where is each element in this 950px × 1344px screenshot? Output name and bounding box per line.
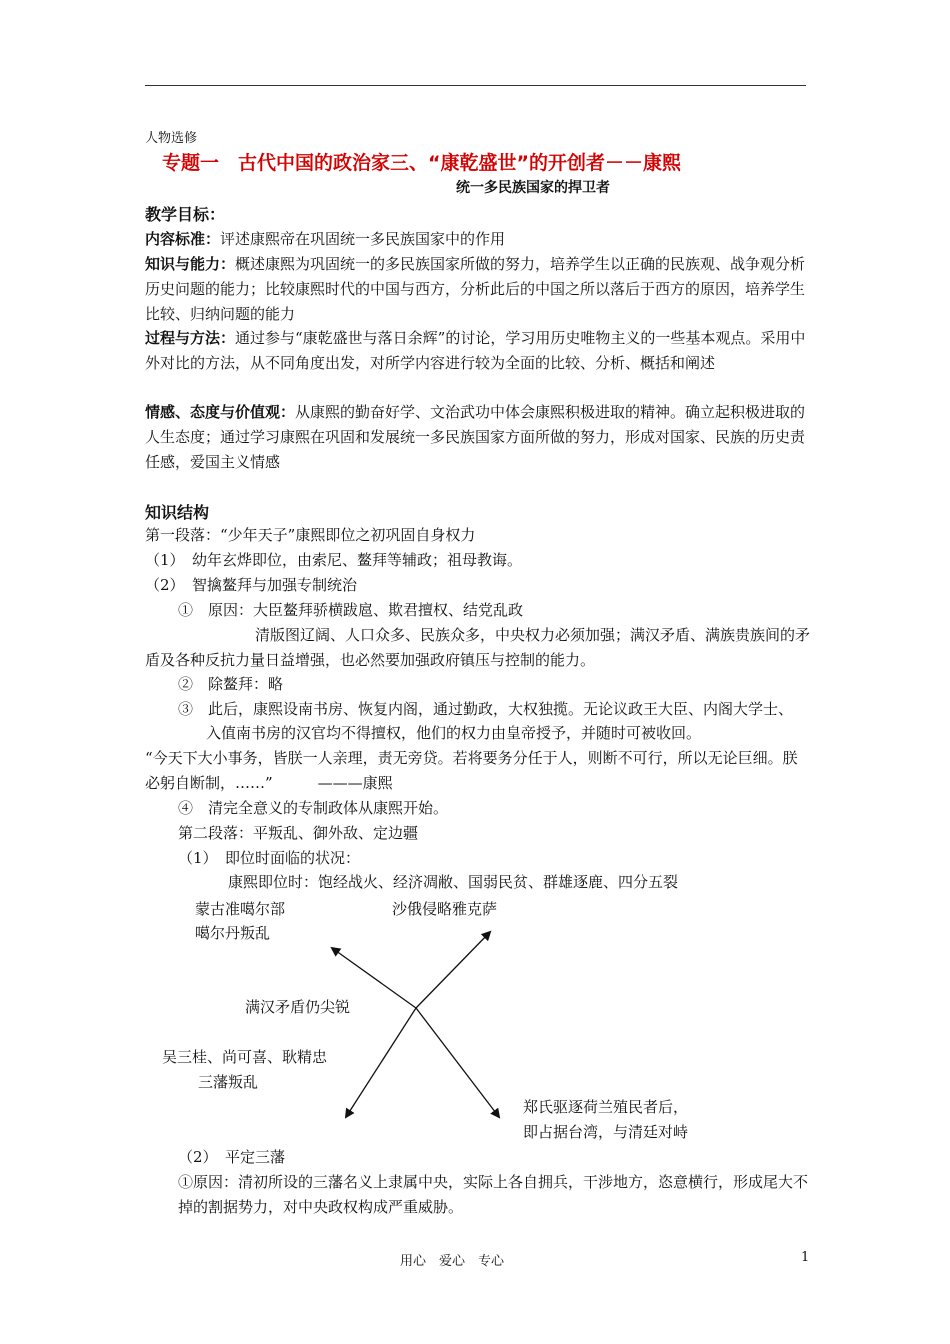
page-number: 1 [801,1250,810,1265]
arrow-to-top-right [416,932,490,1008]
diagram-bottom-right-1: 郑氏驱逐荷兰殖民者后， [523,1098,689,1116]
p1-sub-4: ④ 清完全意义的专制政体从康熙开始。 [178,799,449,817]
p2-item-1: （1） 即位时面临的状况： [178,849,361,867]
p1-sub-1-continuation: 清版图辽阔、人口众多、民族众多，中央权力必须加强；满汉矛盾、满族贵族间的矛盾及各种反抗力量日益增强，也必然要加强政府镇压与控制的能力。 [145,626,811,669]
diagram-top-right: 沙俄侵略雅克萨 [392,900,498,918]
page-subtitle: 统一多民族国家的捍卫者 [456,180,610,196]
diagram-top-left-2: 噶尔丹叛乱 [195,924,271,942]
diagram-top-left-1: 蒙古准噶尔部 [195,900,286,918]
p1-sub-1: ① 原因：大臣鳌拜骄横跋扈、欺君擅权、结党乱政 [178,601,524,619]
p1-item-2: （2） 智擒鳌拜与加强专制统治 [145,576,358,594]
paragraph-2-title: 第二段落：平叛乱、御外敌、定边疆 [178,824,419,842]
p1-sub-2: ② 除鳌拜：略 [178,675,284,693]
p2-sub-1: ①原因：清初所设的三藩名义上隶属中央，实际上各自拥兵，干涉地方，恣意横行，形成尾大不掉的割据势力，对中央政权构成严重威胁。 [178,1173,809,1216]
content-standard-text: 评述康熙帝在巩固统一多民族国家中的作用 [220,230,506,248]
diagram-bottom-left-1: 吴三桂、尚可喜、耿精忠 [162,1048,328,1066]
p1-sub-3-continuation: 入值南书房的汉官均不得擅权，他们的权力由皇帝授予，并随时可被收回。 [206,724,702,742]
emotion-label: 情感、态度与价值观： [145,403,296,421]
kangxi-quote: “今天下大小事务，皆朕一人亲理，责无旁贷。若将要务分任于人，则断不可行，所以无论巨细。朕必躬自断制，……” ———康熙 [145,749,798,792]
knowledge-label: 知识与能力： [145,255,236,273]
p1-item-1: （1） 幼年玄烨即位，由索尼、鳌拜等辅政；祖母教诲。 [145,551,523,569]
process-text: 通过参与“康乾盛世与落日余辉”的讨论，学习用历史唯物主义的一些基本观点。采用中外对比的方法，从不同角度出发，对所学内容进行较为全面的比较、分析、概括和阐述 [145,329,806,372]
diagram-bottom-left-2: 三藩叛乱 [198,1073,259,1091]
page-title: 专题一 古代中国的政治家三、“康乾盛世”的开创者－－康熙 [162,152,681,174]
diagram-middle: 满汉矛盾仍尖锐 [245,998,351,1016]
emotion-text: 从康熙的勤奋好学、文治武功中体会康熙积极进取的精神。确立起积极进取的人生态度；通过学习康熙在巩固和发展统一多民族国家方面所做的努力，形成对国家、民族的历史责任感，爱国主义情感 [145,403,806,471]
paragraph-1-title: 第一段落：“少年天子”康熙即位之初巩固自身权力 [145,526,476,544]
diagram-bottom-right-2: 即占据台湾，与清廷对峙 [523,1123,689,1141]
knowledge-text: 概述康熙为巩固统一的多民族国家所做的努力，培养学生以正确的民族观、战争观分析历史问题的能力；比较康熙时代的中国与西方，分析此后的中国之所以落后于西方的原因，培养学生比较、归纳问题的能力 [145,255,806,323]
structure-heading: 知识结构 [145,503,210,522]
process-label: 过程与方法： [145,329,236,347]
footer-motto: 用心 爱心 专心 [400,1254,505,1269]
p1-sub-3: ③ 此后，康熙设南书房、恢复内阁，通过勤政，大权独揽。无论议政王大臣、内阁大学士、 [178,700,794,718]
arrow-to-bottom-left [346,1008,416,1117]
arrow-to-bottom-right [416,1008,499,1117]
diagram-center-top: 康熙即位时：饱经战火、经济凋敝、国弱民贫、群雄逐鹿、四分五裂 [228,873,679,891]
arrow-to-top-left [332,948,416,1008]
p2-item-2: （2） 平定三藩 [178,1148,286,1166]
goals-heading: 教学目标： [145,205,226,224]
category-label: 人物选修 [145,131,198,146]
content-standard-label: 内容标准： [145,230,221,248]
